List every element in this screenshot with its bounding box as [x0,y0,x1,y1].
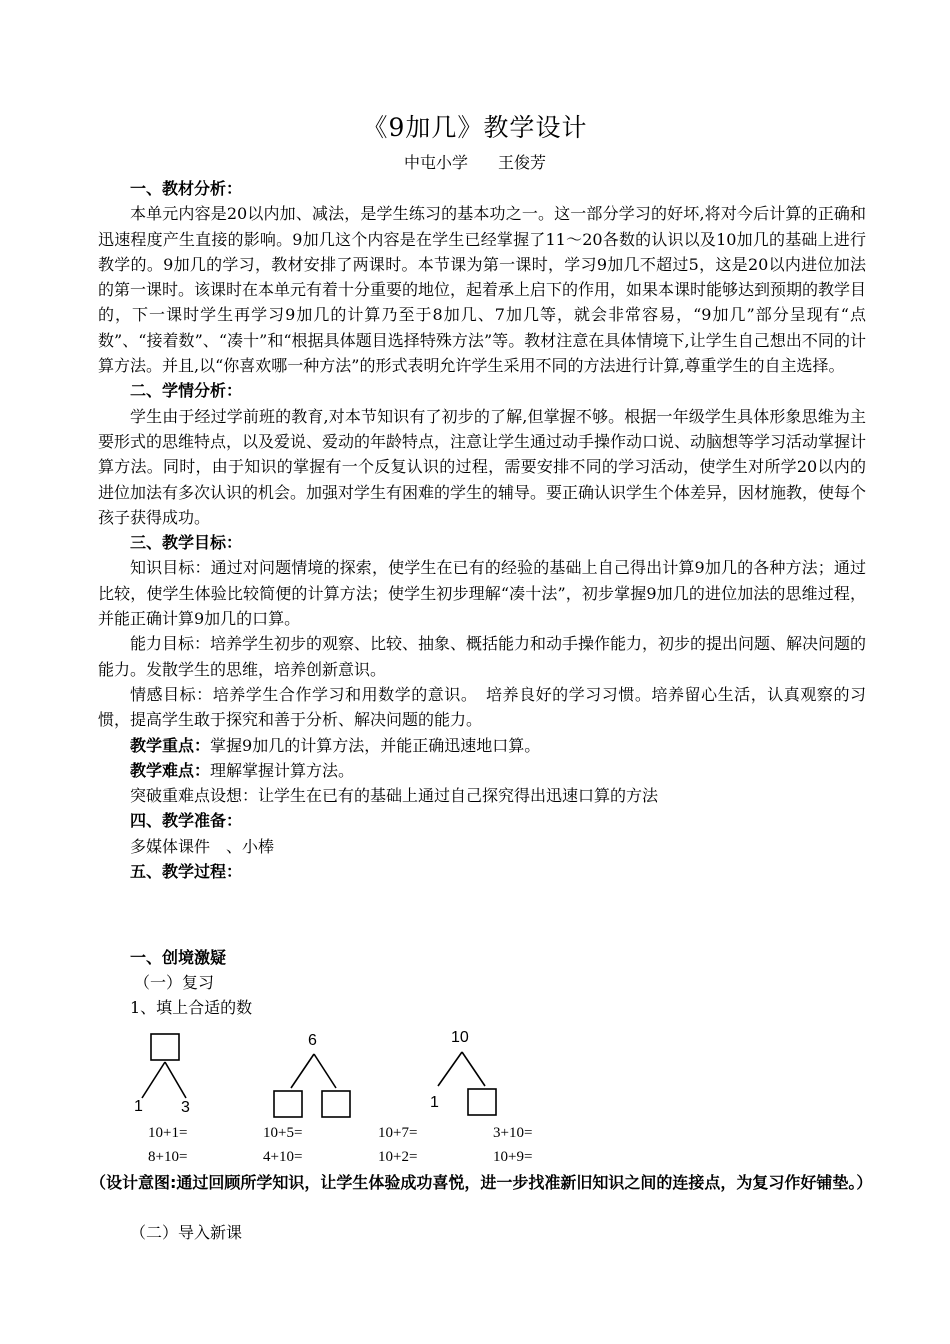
author-line [0,150,950,173]
difficult-point-text: 理解掌握计算方法。 [210,760,355,780]
equation: 10+9= [493,1149,533,1165]
d3-left-number: 1 [430,1094,439,1111]
section-heading-2: 二、学情分析： [130,381,243,401]
exercise-instruction: 1、填上合适的数 [130,998,253,1017]
author-name: 王俊芳 [498,153,547,172]
section-heading-3: 三、教学目标： [130,533,243,553]
key-point [98,733,866,758]
equation: 4+10= [263,1149,303,1165]
section-text-1: 本单元内容是20以内加、减法，是学生练习的基本功之一。这一部分学习的好坏,将对今后计算的正确和迅速程度产生直接的影响。9加几这个内容是在学生已经掌握了11～20各数的认识以及10加几的基础上进行教学的。9加几的学习，教材安排了两课时。本节课为第一课时，学习9加几不超过5，这是20以内进位加法的第一课时。该课时在本单元有着十分重要的地位，起着承上启下的作用，如果本课时能够达到预期的教学目的，下一课时学生再学习9加几的计算乃至于8加几、7加几等，就会非常容易，“9加几”部分呈现有“点数”、“接着数”、“凑十”和“根据具体题目选择特殊方法”等。教材注意在具体情境下,让学生自己想出不同的计算方法。并且,以“你喜欢哪一种方法”的形式表明允许学生采用不同的方法进行计算,尊重学生的自主选择。 [98,204,867,376]
goal-knowledge: 知识目标：通过对问题情境的探索，使学生在已有的经验的基础上自己得出计算9加几的各种方法；通过比较，使学生体验比较简便的计算方法；使学生初步理解“凑十法”，初步掌握9加几的进位加法的思维过程，并能正确计算9加几的口算。 [98,558,866,629]
design-intent-note: （设计意图:通过回顾所学知识，让学生体验成功喜悦，进一步找准新旧知识之间的连接点，为复习作好铺垫。） [90,1173,873,1192]
d2-left-box[interactable] [274,1091,302,1117]
equation: 10+7= [378,1125,418,1141]
d1-right-number: 3 [181,1099,190,1116]
section-heading-1: 一、教材分析： [130,179,243,198]
d3-right-box[interactable] [468,1089,496,1115]
equation: 10+5= [263,1125,303,1141]
key-point-label: 教学重点： [130,735,211,755]
key-point-text: 掌握9加几的计算方法，并能正确迅速地口算。 [210,735,541,755]
d3-top-number: 10 [451,1029,469,1046]
d2-right-box[interactable] [322,1091,350,1117]
goal-emotion: 情感目标：培养学生合作学习和用数学的意识。 培养良好的学习习惯。培养留心生活，认真观察的习惯，提高学生敢于探究和善于分析、解决问题的能力。 [98,684,866,730]
equation: 3+10= [493,1125,533,1141]
document-title: 《9加几》教学设计 [362,113,588,142]
preparation-text: 多媒体课件 、小棒 [130,836,275,856]
difficult-point [98,758,866,783]
goal-ability: 能力目标：培养学生初步的观察、比较、抽象、概括能力和动手操作能力，初步的提出问题、解决问题的能力。发散学生的思维，培养创新意识。 [98,634,867,679]
author-school: 中屯小学 [403,153,468,172]
equation: 10+2= [378,1149,418,1165]
d2-top-number: 6 [308,1032,317,1049]
equation: 10+1= [148,1125,188,1141]
section-heading-5: 五、教学过程： [130,862,243,882]
difficult-point-label: 教学难点： [130,760,211,780]
review-subheading: （一）复习 [134,973,215,992]
process-section [130,945,252,1020]
d1-left-number: 1 [134,1098,143,1115]
equation: 8+10= [148,1149,188,1165]
new-lesson-subheading: （二）导入新课 [130,1223,243,1242]
d1-top-box[interactable] [151,1034,179,1060]
section-heading-4: 四、教学准备： [130,811,243,831]
part1-heading: 一、创境激疑 [130,948,227,967]
breakthrough-idea: 突破重难点设想：让学生在已有的基础上通过自己探究得出迅速口算的方法 [130,786,659,806]
section-text-2: 学生由于经过学前班的教育,对本节知识有了初步的了解,但掌握不够。根据一年级学生具体形象思维为主要形式的思维特点，以及爱说、爱动的年龄特点，注意让学生通过动手操作动口说、动脑想等学习活动掌握计算方法。同时，由于知识的掌握有一个反复认识的过程，需要安排不同的学习活动，使学生对所学20以内的进位加法有多次认识的机会。加强对学生有困难的学生的辅导。要正确认识学生个体差异，因材施教，使每个孩子获得成功。 [98,406,867,527]
document-body [98,176,866,884]
